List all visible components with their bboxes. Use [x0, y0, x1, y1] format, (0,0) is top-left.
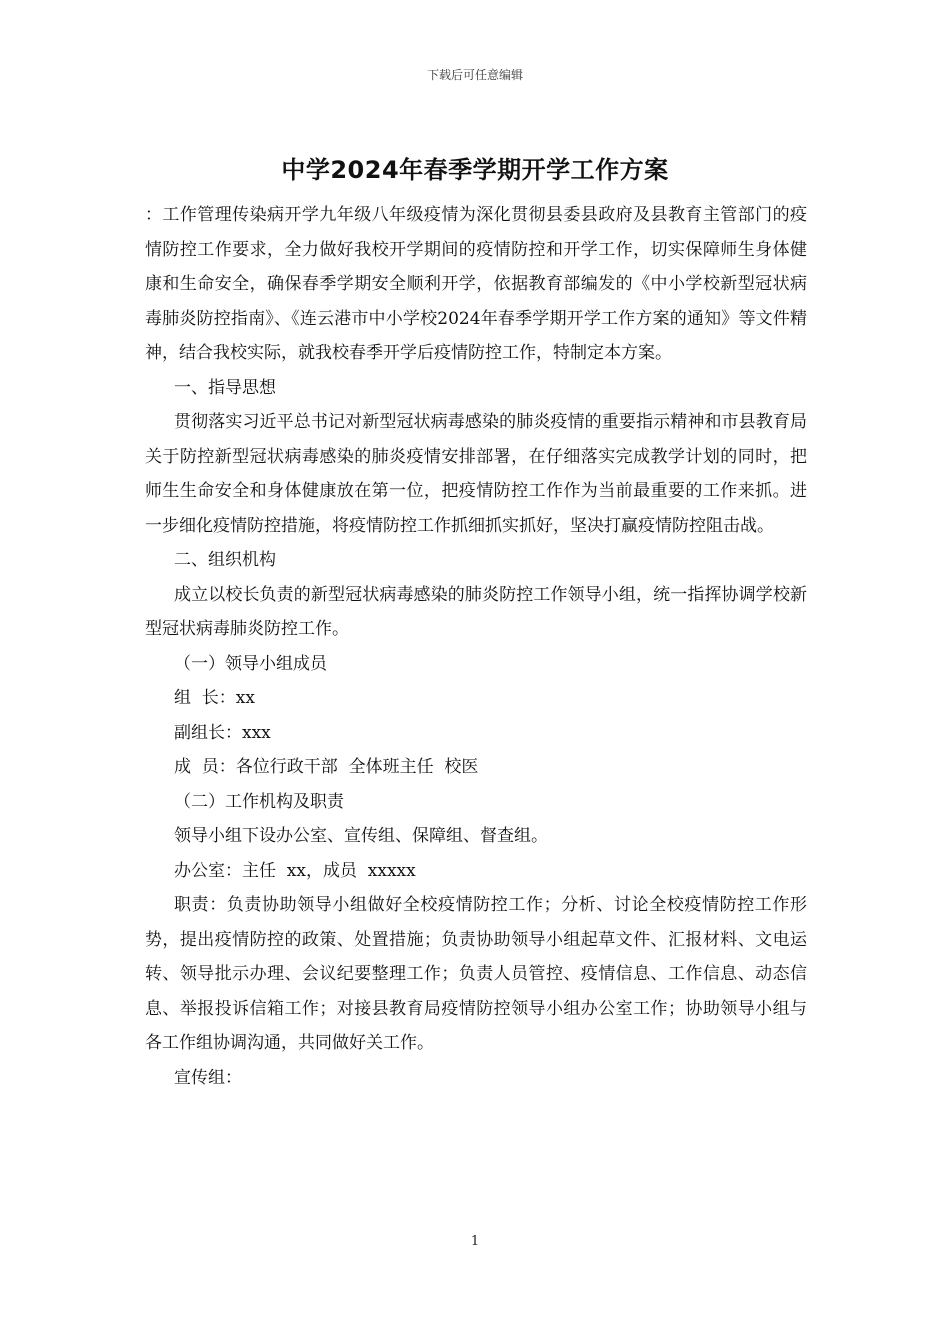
- members-line: 成 员：各位行政干部 全体班主任 校医: [174, 757, 479, 777]
- subheading-leading-group: （一）领导小组成员: [174, 653, 327, 674]
- page-number: 1: [470, 1234, 480, 1249]
- document-title: 中学2024年春季学期开学工作方案: [281, 156, 669, 184]
- group-leader-line: 组 长：xx: [174, 688, 255, 708]
- section-heading-organization: 二、组织机构: [174, 550, 276, 570]
- intro-paragraph: ：工作管理传染病开学九年级八年级疫情为深化贯彻县委县政府及县教育主管部门的疫情防控工作要求，全力做好我校开学期间的疫情防控和开学工作，切实保障师生身体健康和生命安全，确保春季学期安全顺利开学，依据教育部编发的《中小学校新型冠状病毒肺炎防控指南》、《连云港市中小学校2024年春季学期开学工作方案的通知》等文件精神，结合我校实际，就我校春季开学后疫情防控工作，特制定本方案。: [145, 205, 807, 363]
- section-heading-guiding-ideology: 一、指导思想: [174, 377, 276, 398]
- header-note: 下载后可任意编辑: [426, 68, 523, 82]
- document-body: [145, 198, 807, 1095]
- deputy-leader-line: 副组长：xxx: [174, 722, 271, 743]
- work-groups-line: 领导小组下设办公室、宣传组、保障组、督查组。: [174, 826, 548, 846]
- office-duties-paragraph: 职责：负责协助领导小组做好全校疫情防控工作；分析、讨论全校疫情防控工作形势，提出疫情防控的政策、处置措施；负责协助领导小组起草文件、汇报材料、文电运转、领导批示办理、会议纪要整理工作；负责人员管控、疫情信息、工作信息、动态信息、举报投诉信箱工作；对接县教育局疫情防控领导小组办公室工作；协助领导小组与各工作组协调沟通，共同做好关工作。: [145, 895, 807, 1053]
- publicity-group-line: 宣传组：: [174, 1067, 242, 1088]
- office-line: 办公室：主任 xx，成员 xxxxx: [174, 860, 416, 881]
- organization-paragraph: 成立以校长负责的新型冠状病毒感染的肺炎防控工作领导小组，统一指挥协调学校新型冠状病毒肺炎防控工作。: [145, 584, 807, 639]
- guiding-ideology-paragraph: 贯彻落实习近平总书记对新型冠状病毒感染的肺炎疫情的重要指示精神和市县教育局关于防控新型冠状病毒感染的肺炎疫情安排部署，在仔细落实完成教学计划的同时，把师生生命安全和身体健康放在第一位，把疫情防控工作作为当前最重要的工作来抓。进一步细化疫情防控措施，将疫情防控工作抓细抓实抓好，坚决打赢疫情防控阻击战。: [145, 412, 807, 536]
- subheading-work-structure: （二）工作机构及职责: [174, 791, 344, 812]
